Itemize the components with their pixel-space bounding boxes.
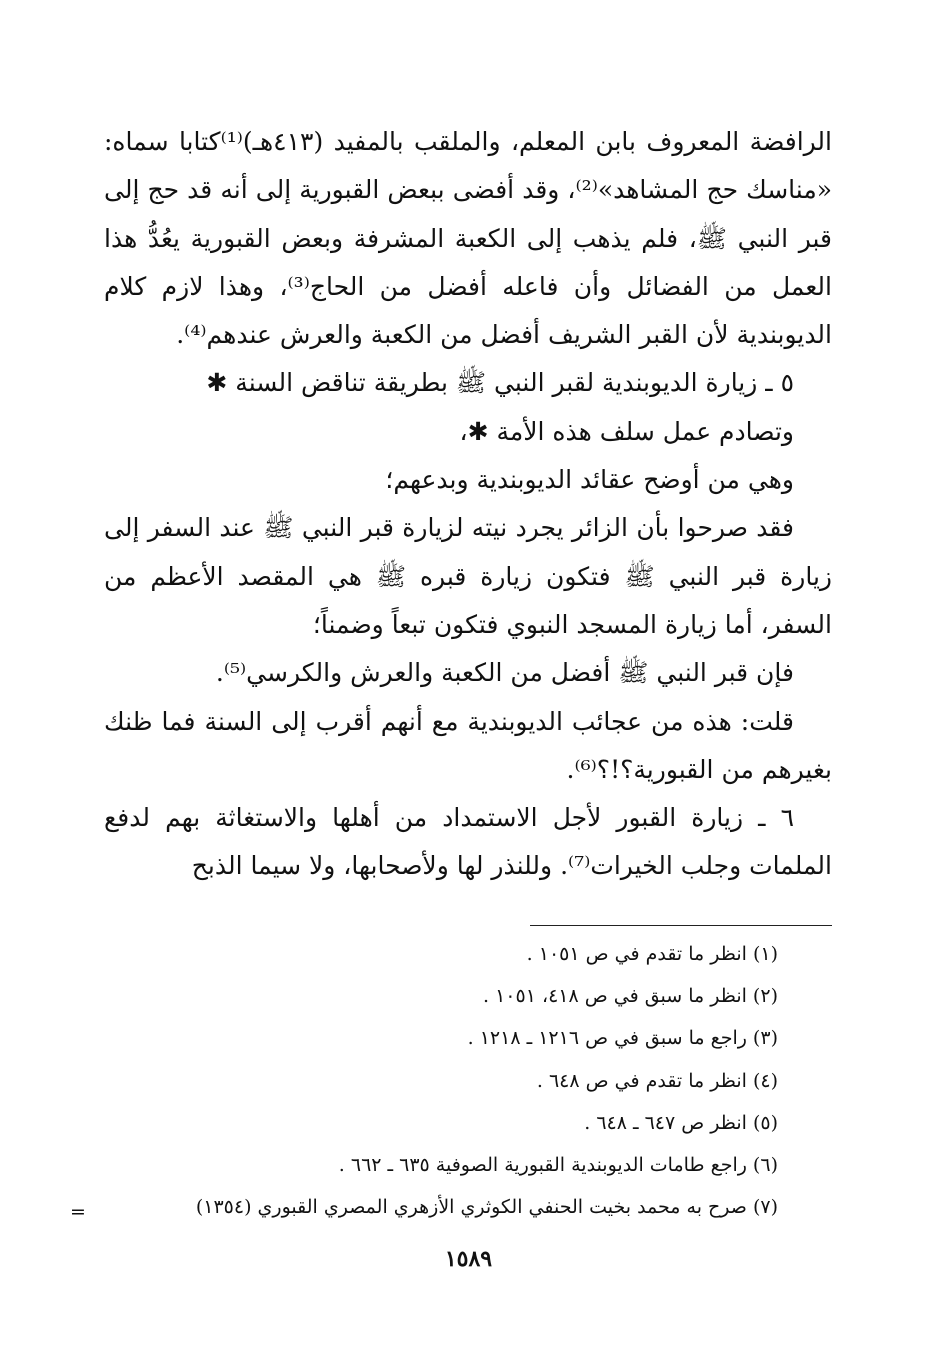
footnote-2: (٢) انظر ما سبق في ص ٤١٨، ١٠٥١ .: [482, 985, 778, 1008]
paragraph-2: فقد صرحوا بأن الزائر يجرد نيته لزيارة قبر النبي ﷺ عند السفر إلى زيارة قبر النبي ﷺ فتكون زيارة قبره ﷺ هي المقصد الأعظم من السفر، أما زيارة المسجد النبوي فتكون تبعاً وضمناً؛: [104, 513, 832, 639]
paragraph-3: فإن قبر النبي ﷺ أفضل من الكعبة والعرش والكرسي⁽⁵⁾.: [215, 658, 794, 688]
continuation-mark: =: [70, 1201, 86, 1223]
footnote-separator: [530, 925, 832, 926]
main-text: [104, 118, 832, 891]
footnote-1: (١) انظر ما تقدم في ص ١٠٥١ .: [526, 943, 778, 965]
page-number: ١٥٨٩: [444, 1246, 493, 1272]
heading-5-line-3: وهي من أوضح عقائد الديوبندية وبدعهم؛: [385, 465, 794, 495]
paragraph-1: الرافضة المعروف بابن المعلم، والملقب بالمفيد (٤١٣هـ)⁽¹⁾كتابا سماه: «مناسك حج المشاهد»⁽²⁾، وقد أفضى ببعض القبورية إلى أنه قد حج إلى قبر النبي ﷺ، فلم يذهب إلى الكعبة المشرفة وبعض القبورية يعُدُّ هذا العمل من الفضائل وأن فاعله أفضل من الحاج⁽³⁾، وهذا لازم كلام الديوبندية لأن القبر الشريف أفضل من الكعبة والعرش عندهم⁽⁴⁾.: [104, 127, 833, 350]
footnote-3: (٣) راجع ما سبق في ص ١٢١٦ ـ ١٢١٨ .: [467, 1027, 778, 1050]
footnote-7: (٧) صرح به محمد بخيت الحنفي الكوثري الأزهري المصري القبوري (١٣٥٤): [195, 1196, 778, 1219]
paragraph-5: ٦ ـ زيارة القبور لأجل الاستمداد من أهلها والاستغاثة بهم لدفع الملمات وجلب الخيرات⁽⁷⁾. وللنذر لها ولأصحابها، ولا سيما الذبح: [104, 803, 832, 881]
footnote-4: (٤) انظر ما تقدم في ص ٦٤٨ .: [536, 1069, 778, 1092]
paragraph-4: قلت: هذه من عجائب الديوبندية مع أنهم أقرب إلى السنة فما ظنك بغيرهم من القبورية؟!؟⁽⁶⁾.: [104, 706, 832, 784]
heading-5: ٥ ـ زيارة الديوبندية لقبر النبي ﷺ بطريقة تناقض السنة ✱: [206, 368, 794, 398]
footnotes: [70, 933, 778, 1228]
heading-5-line-2: وتصادم عمل سلف هذه الأمة ✱،: [459, 416, 794, 446]
footnote-6: (٦) راجع طامات الديوبندية القبورية الصوفية ٦٣٥ ـ ٦٦٢ .: [338, 1154, 778, 1177]
footnote-5: (٥) انظر ص ٦٤٧ ـ ٦٤٨ .: [584, 1111, 778, 1134]
